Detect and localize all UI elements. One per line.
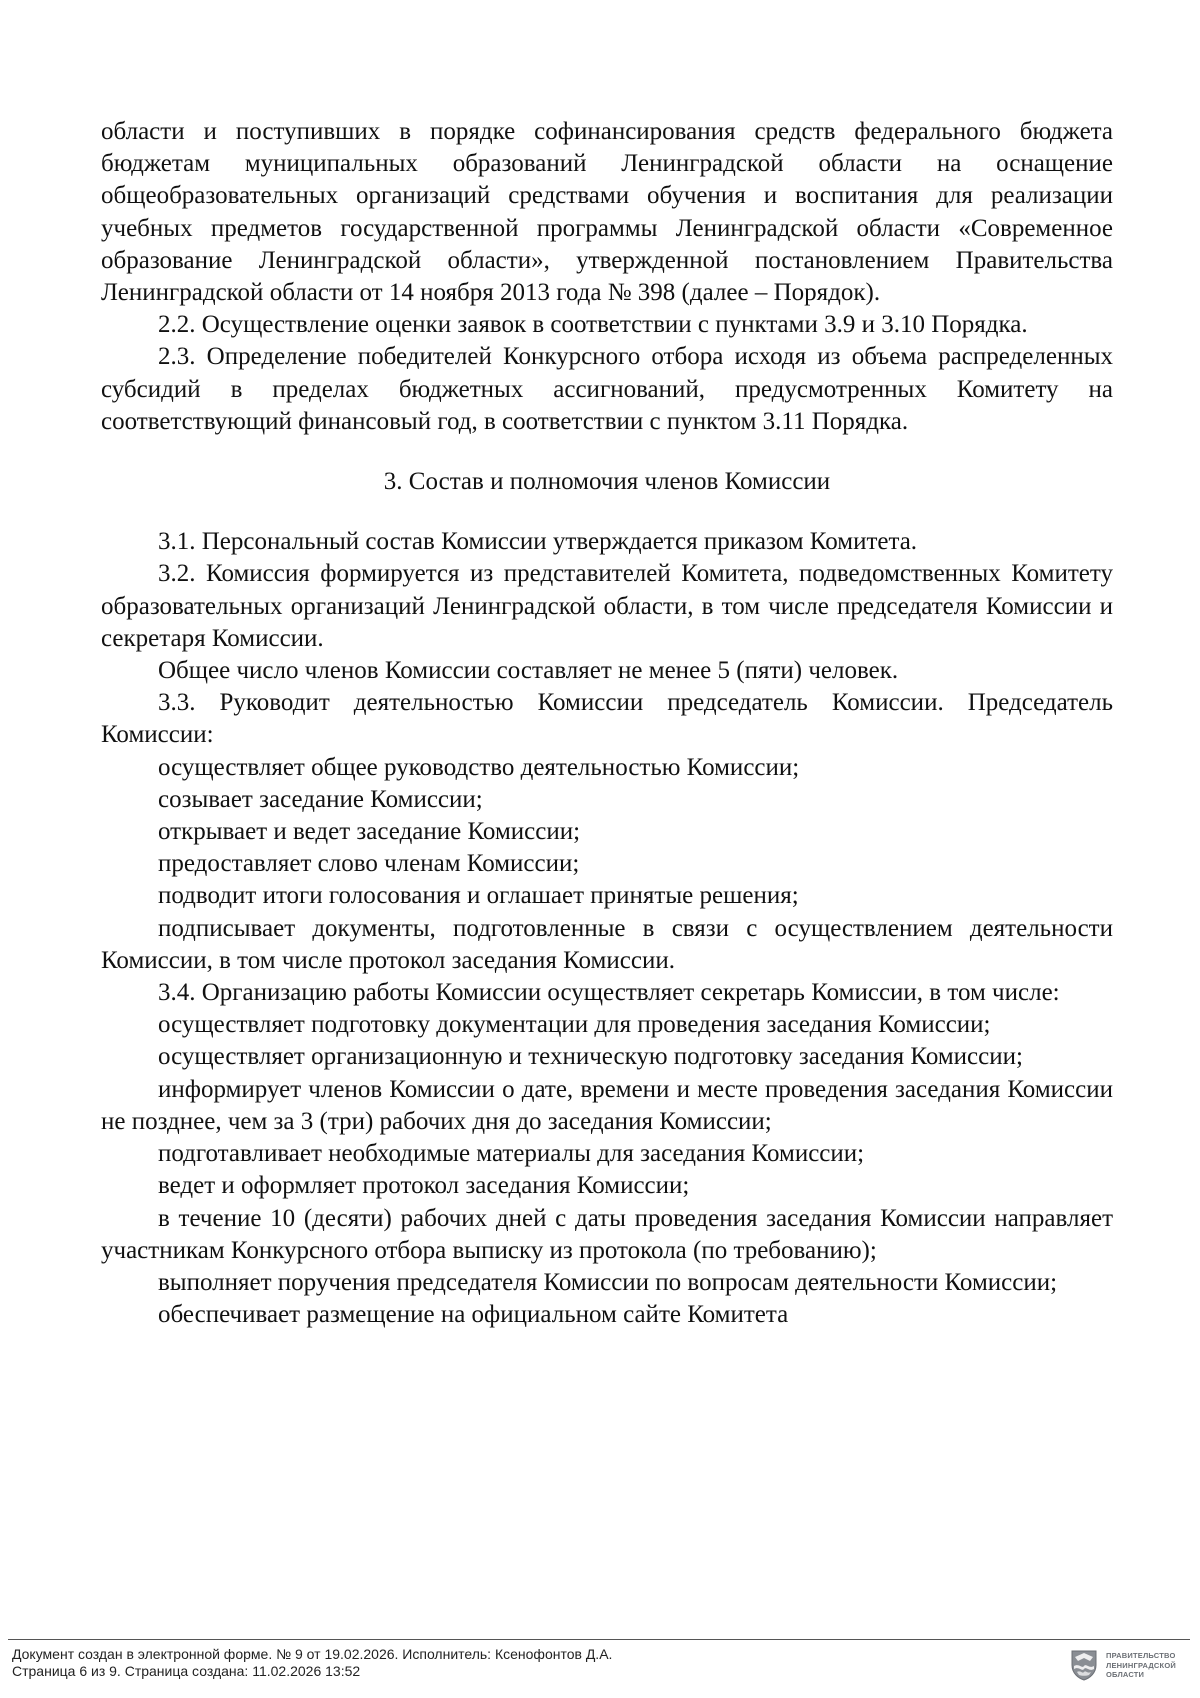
- secretary-duty-item: выполняет поручения председателя Комиссии по вопросам деятельности Комиссии;: [158, 1268, 1058, 1296]
- footer-metadata: [12, 1646, 612, 1680]
- page-footer: [0, 1639, 1200, 1698]
- secretary-duty-item: ведет и оформляет протокол заседания Комиссии;: [158, 1172, 690, 1200]
- secretary-duty-item-cut: обеспечивает размещение на официальном сайте Комитета: [158, 1301, 789, 1329]
- chairman-duty-item: предоставляет слово членам Комиссии;: [158, 850, 580, 878]
- paragraph-continuation: области и поступивших в порядке софинансирования средств федерального бюджета бюджетам муниципальных образований Ленинградской области на оснащение общеобразовательных организаций средствами обучения и воспитания для реализации учебных предметов государственной программы Ленинградской области «Современное образование Ленинградской области», утвержденной постановлением Правительства Ленинградской области от 14 ноября 2013 года № 398 (далее – Порядок).: [101, 118, 1113, 307]
- paragraph-3-1: 3.1. Персональный состав Комиссии утверждается приказом Комитета.: [158, 528, 918, 556]
- logo-wordmark-line: ОБЛАСТИ: [1106, 1670, 1145, 1679]
- footer-line-document: Документ создан в электронной форме. № 9 от 19.02.2026. Исполнитель: Ксенофонтов Д.А.: [12, 1646, 613, 1662]
- coat-of-arms-icon: [1070, 1649, 1098, 1681]
- chairman-duty-item: подписывает документы, подготовленные в связи с осуществлением деятельности Комиссии, в том числе протокол заседания Комиссии.: [101, 914, 1113, 974]
- paragraph-3-3: 3.3. Руководит деятельностью Комиссии председатель Комиссии. Председатель Комиссии:: [101, 689, 1113, 749]
- section-heading: 3. Состав и полномочия членов Комиссии: [383, 468, 831, 496]
- paragraph-member-count: Общее число членов Комиссии составляет не менее 5 (пяти) человек.: [158, 657, 899, 685]
- secretary-duty-item: подготавливает необходимые материалы для заседания Комиссии;: [158, 1140, 865, 1168]
- government-logo: [1070, 1649, 1190, 1685]
- document-body: [101, 116, 1113, 1331]
- secretary-duty-item: осуществляет подготовку документации для проведения заседания Комиссии;: [158, 1011, 991, 1039]
- chairman-duty-item: открывает и ведет заседание Комиссии;: [158, 818, 581, 846]
- secretary-duty-item: информирует членов Комиссии о дате, времени и месте проведения заседания Комиссии не позднее, чем за 3 (три) рабочих дня до заседания Комиссии;: [101, 1075, 1113, 1135]
- paragraph-2-2: 2.2. Осуществление оценки заявок в соответствии с пунктами 3.9 и 3.10 Порядка.: [158, 311, 1028, 339]
- logo-wordmark-line: ПРАВИТЕЛЬСТВО: [1106, 1651, 1176, 1660]
- footer-line-page: Страница 6 из 9. Страница создана: 11.02.2026 13:52: [12, 1663, 361, 1679]
- paragraph-2-3: 2.3. Определение победителей Конкурсного отбора исходя из объема распределенных субсидий в пределах бюджетных ассигнований, предусмотренных Комитету на соответствующий финансовый год, в соответствии с пунктом 3.11 Порядка.: [101, 343, 1113, 435]
- secretary-duty-item: в течение 10 (десяти) рабочих дней с даты проведения заседания Комиссии направляет участникам Конкурсного отбора выписку из протокола (по требованию);: [101, 1204, 1113, 1264]
- secretary-duty-item: осуществляет организационную и техническую подготовку заседания Комиссии;: [158, 1043, 1023, 1071]
- chairman-duty-item: созывает заседание Комиссии;: [158, 785, 483, 813]
- logo-wordmark: [1106, 1651, 1190, 1680]
- chairman-duty-item: подводит итоги голосования и оглашает принятые решения;: [158, 882, 799, 910]
- paragraph-3-4: 3.4. Организацию работы Комиссии осуществляет секретарь Комиссии, в том числе:: [158, 979, 1060, 1007]
- footer-divider: [8, 1639, 1190, 1640]
- chairman-duty-item: осуществляет общее руководство деятельностью Комиссии;: [158, 753, 800, 781]
- paragraph-3-2: 3.2. Комиссия формируется из представителей Комитета, подведомственных Комитету образовательных организаций Ленинградской области, в том числе председателя Комиссии и секретаря Комиссии.: [101, 560, 1113, 652]
- logo-wordmark-line: ЛЕНИНГРАДСКОЙ: [1106, 1660, 1176, 1670]
